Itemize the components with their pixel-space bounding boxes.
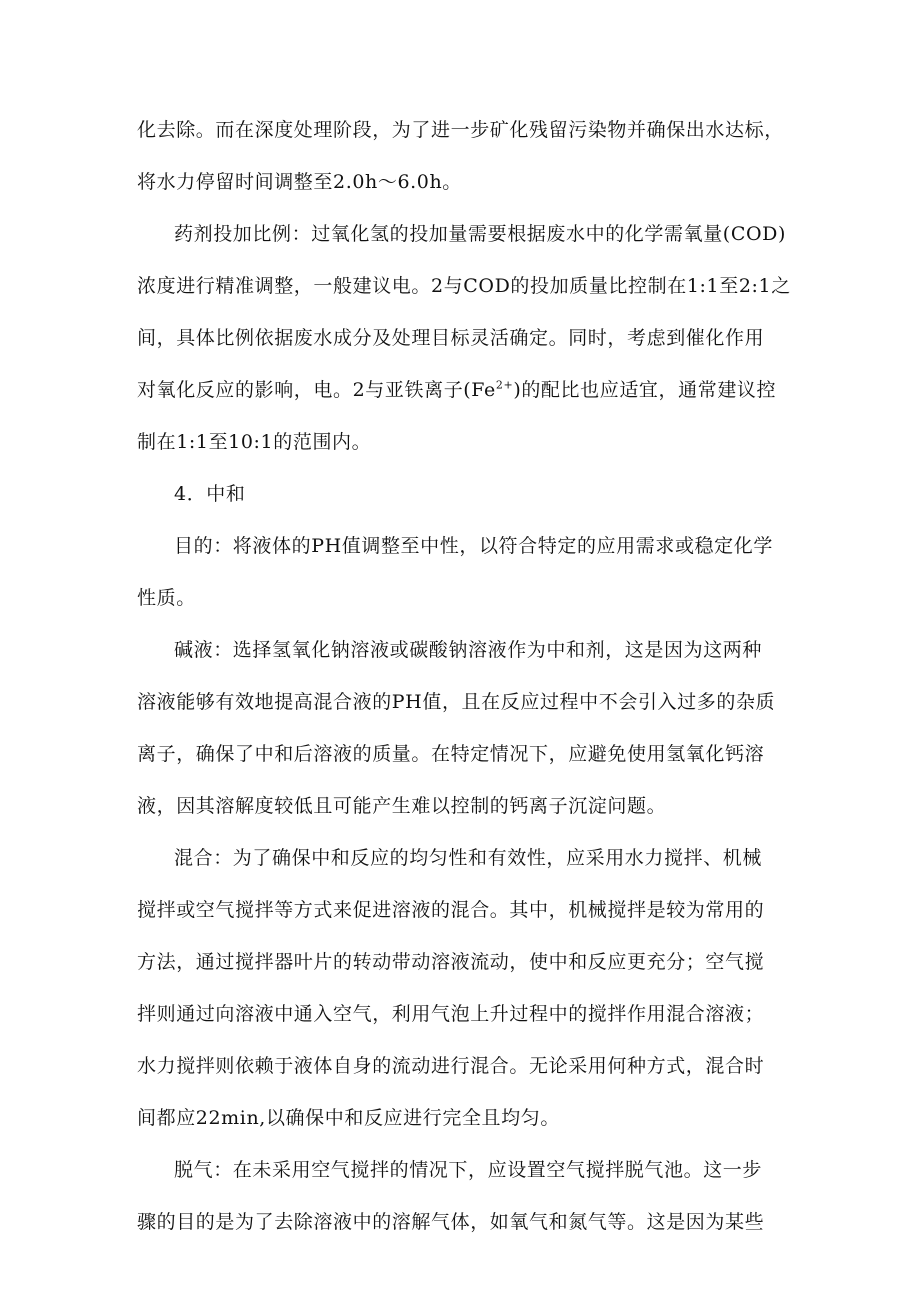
text-line: 液，因其溶解度较低且可能产生难以控制的钙离子沉淀问题。 [137, 795, 667, 817]
text-line: 间，具体比例依据废水成分及处理目标灵活确定。同时，考虑到催化作用 [137, 327, 765, 349]
paragraph-purpose: 目的：将液体的PH值调整至中性，以符合特定的应用需求或稳定化学 [174, 535, 773, 557]
text-fragment: )的配比也应适宜，通常建议控 [513, 379, 777, 401]
text-line: 骤的目的是为了去除溶液中的溶解气体，如氧气和氮气等。这是因为某些 [137, 1211, 765, 1233]
text-line: 间都应22min,以确保中和反应进行完全且均匀。 [137, 1107, 560, 1129]
paragraph-dosing-ratio: 药剂投加比例：过氧化氢的投加量需要根据废水中的化学需氧量(COD) [174, 223, 786, 245]
text-line: 水力搅拌则依赖于液体自身的流动进行混合。无论采用何种方式，混合时 [137, 1055, 765, 1077]
section-heading-neutralization: 4．中和 [174, 483, 246, 505]
text-line: 方法，通过搅拌器叶片的转动带动溶液流动，使中和反应更充分；空气搅 [137, 951, 765, 973]
text-line: 性质。 [137, 587, 196, 609]
paragraph-degassing: 脱气：在未采用空气搅拌的情况下，应设置空气搅拌脱气池。这一步 [174, 1159, 763, 1181]
text-line: 离子，确保了中和后溶液的质量。在特定情况下，应避免使用氢氧化钙溶 [137, 743, 765, 765]
text-line: 拌则通过向溶液中通入空气，利用气泡上升过程中的搅拌作用混合溶液； [137, 1003, 765, 1025]
superscript: 2+ [495, 378, 514, 392]
text-line: 化去除。而在深度处理阶段，为了进一步矿化残留污染物并确保出水达标， [137, 119, 784, 141]
paragraph-mixing: 混合：为了确保中和反应的均匀性和有效性，应采用水力搅拌、机械 [174, 847, 763, 869]
text-line: 制在1:1至10:1的范围内。 [137, 431, 372, 453]
text-line: 搅拌或空气搅拌等方式来促进溶液的混合。其中，机械搅拌是较为常用的 [137, 899, 765, 921]
text-line: 溶液能够有效地提高混合液的PH值，且在反应过程中不会引入过多的杂质 [137, 691, 776, 713]
paragraph-alkali: 碱液：选择氢氧化钠溶液或碳酸钠溶液作为中和剂，这是因为这两种 [174, 639, 763, 661]
text-line: 将水力停留时间调整至2.0h～6.0h。 [137, 171, 462, 193]
text-fragment: 对氧化反应的影响，电。2与亚铁离子(Fe [137, 379, 496, 401]
text-line [137, 378, 776, 402]
text-line: 浓度进行精准调整，一般建议电。2与COD的投加质量比控制在1:1至2:1之 [137, 275, 791, 297]
